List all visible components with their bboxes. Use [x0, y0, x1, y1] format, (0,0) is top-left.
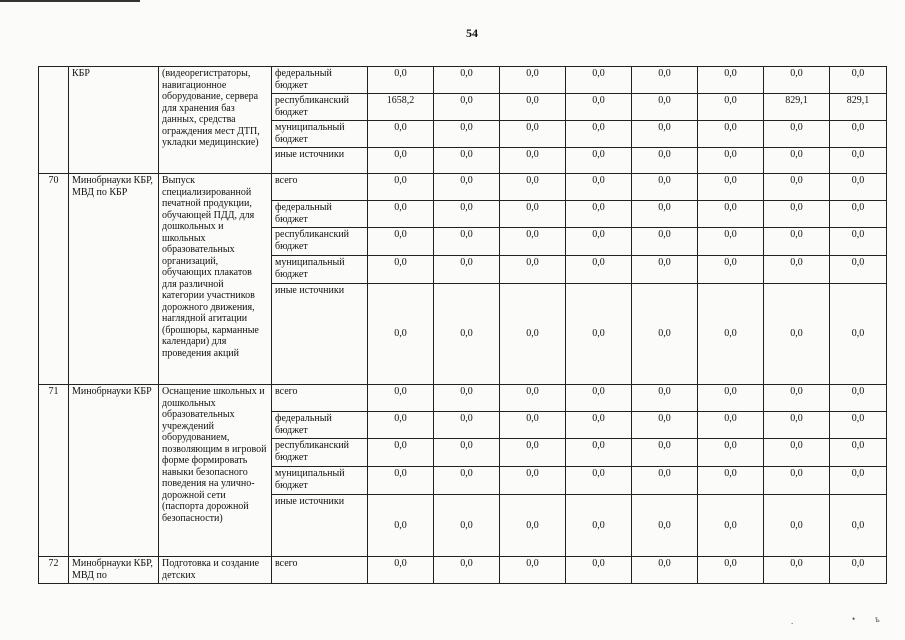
funding-value: 0,0: [632, 412, 698, 439]
funding-value: 0,0: [500, 495, 566, 557]
funding-value: 0,0: [368, 412, 434, 439]
funding-value: 0,0: [566, 67, 632, 94]
funding-value: 0,0: [764, 67, 830, 94]
row-number: 72: [39, 557, 69, 584]
funding-value: 0,0: [566, 256, 632, 284]
funding-value: 0,0: [368, 174, 434, 201]
funding-value: 0,0: [830, 439, 887, 467]
funding-value: 0,0: [830, 256, 887, 284]
funding-value: 0,0: [566, 174, 632, 201]
funding-value: 0,0: [698, 228, 764, 256]
funding-value: 0,0: [830, 412, 887, 439]
funding-value: 0,0: [632, 284, 698, 385]
funding-value: 0,0: [698, 94, 764, 121]
funding-value: 0,0: [830, 467, 887, 495]
funding-value: 0,0: [698, 201, 764, 228]
executor-cell: Минобрнауки КБР, МВД по: [69, 557, 159, 584]
funding-value: 0,0: [632, 148, 698, 174]
funding-value: 0,0: [830, 284, 887, 385]
funding-value: 0,0: [368, 121, 434, 148]
funding-value: 0,0: [500, 284, 566, 385]
funding-value: 0,0: [566, 439, 632, 467]
funding-value: 0,0: [632, 439, 698, 467]
funding-source-label: республиканский бюджет: [272, 439, 368, 467]
scan-speck: •: [852, 614, 856, 624]
funding-value: 0,0: [764, 495, 830, 557]
funding-value: 0,0: [830, 174, 887, 201]
funding-value: 0,0: [368, 256, 434, 284]
funding-source-label: иные источники: [272, 284, 368, 385]
row-number: [39, 67, 69, 174]
funding-value: 0,0: [566, 228, 632, 256]
funding-value: 0,0: [368, 385, 434, 412]
funding-value: 0,0: [434, 467, 500, 495]
funding-value: 0,0: [698, 121, 764, 148]
executor-cell: КБР: [69, 67, 159, 174]
funding-value: 0,0: [434, 557, 500, 584]
funding-value: 0,0: [830, 121, 887, 148]
funding-value: 0,0: [764, 121, 830, 148]
funding-value: 0,0: [434, 228, 500, 256]
funding-value: 0,0: [500, 228, 566, 256]
funding-value: 0,0: [368, 439, 434, 467]
funding-value: 0,0: [764, 201, 830, 228]
funding-value: 0,0: [632, 256, 698, 284]
funding-value: 0,0: [830, 228, 887, 256]
table-row: [39, 67, 887, 94]
funding-source-label: федеральный бюджет: [272, 67, 368, 94]
funding-value: 0,0: [632, 467, 698, 495]
row-number: 70: [39, 174, 69, 385]
financing-table: [38, 66, 887, 584]
funding-value: 0,0: [368, 228, 434, 256]
funding-source-label: республиканский бюджет: [272, 228, 368, 256]
funding-source-label: иные источники: [272, 148, 368, 174]
funding-value: 0,0: [566, 385, 632, 412]
funding-value: 0,0: [500, 385, 566, 412]
executor-cell: Минобрнауки КБР: [69, 385, 159, 557]
funding-value: 0,0: [632, 174, 698, 201]
funding-value: 0,0: [566, 94, 632, 121]
funding-value: 0,0: [764, 557, 830, 584]
funding-source-label: всего: [272, 174, 368, 201]
executor-cell: Минобрнауки КБР, МВД по КБР: [69, 174, 159, 385]
funding-source-label: муниципальный бюджет: [272, 256, 368, 284]
funding-value: 0,0: [764, 467, 830, 495]
funding-value: 0,0: [434, 385, 500, 412]
table-row: [39, 174, 887, 201]
funding-value: 0,0: [632, 94, 698, 121]
funding-value: 0,0: [500, 557, 566, 584]
funding-value: 0,0: [434, 121, 500, 148]
funding-value: 0,0: [434, 495, 500, 557]
funding-value: 0,0: [698, 256, 764, 284]
funding-value: 0,0: [566, 201, 632, 228]
funding-value: 0,0: [698, 67, 764, 94]
row-number: 71: [39, 385, 69, 557]
funding-value: 0,0: [500, 467, 566, 495]
measure-description: Оснащение школьных и дошкольных образовательных учреждений оборудованием, позволяющим в игровой форме формировать навыки безопасного поведения на улично-дорожной сети (паспорта дорожной безопасности): [159, 385, 272, 557]
funding-value: 0,0: [830, 148, 887, 174]
funding-value: 0,0: [566, 121, 632, 148]
funding-value: 0,0: [500, 201, 566, 228]
funding-source-label: республиканский бюджет: [272, 94, 368, 121]
funding-source-label: федеральный бюджет: [272, 201, 368, 228]
funding-value: 0,0: [566, 495, 632, 557]
funding-value: 0,0: [566, 148, 632, 174]
measure-description: (видеорегистраторы, навигационное оборудование, сервера для хранения баз данных, средства ограждения мест ДТП, укладки медицинские): [159, 67, 272, 174]
funding-value: 0,0: [632, 385, 698, 412]
funding-value: 829,1: [764, 94, 830, 121]
page-number: 54: [466, 26, 478, 40]
funding-value: 0,0: [764, 284, 830, 385]
funding-value: 0,0: [368, 467, 434, 495]
funding-value: 0,0: [764, 256, 830, 284]
funding-value: 0,0: [434, 174, 500, 201]
funding-value: 0,0: [698, 557, 764, 584]
funding-value: 0,0: [500, 94, 566, 121]
funding-value: 0,0: [434, 412, 500, 439]
funding-value: 0,0: [830, 201, 887, 228]
scan-speck: .: [791, 616, 794, 626]
funding-value: 0,0: [830, 495, 887, 557]
funding-source-label: муниципальный бюджет: [272, 467, 368, 495]
funding-value: 0,0: [500, 67, 566, 94]
funding-value: 829,1: [830, 94, 887, 121]
scan-speck: ъ: [875, 614, 880, 624]
funding-value: 0,0: [632, 67, 698, 94]
funding-value: 0,0: [566, 467, 632, 495]
funding-value: 0,0: [698, 495, 764, 557]
funding-value: 0,0: [764, 439, 830, 467]
funding-value: 0,0: [434, 201, 500, 228]
funding-value: 0,0: [434, 67, 500, 94]
funding-value: 0,0: [500, 439, 566, 467]
funding-value: 0,0: [566, 412, 632, 439]
table-row: [39, 385, 887, 412]
funding-source-label: всего: [272, 385, 368, 412]
funding-value: 1658,2: [368, 94, 434, 121]
funding-value: 0,0: [764, 148, 830, 174]
funding-value: 0,0: [566, 557, 632, 584]
funding-value: 0,0: [500, 256, 566, 284]
funding-value: 0,0: [698, 467, 764, 495]
funding-value: 0,0: [698, 148, 764, 174]
funding-value: 0,0: [698, 174, 764, 201]
funding-value: 0,0: [764, 412, 830, 439]
top-rule: [0, 0, 140, 2]
measure-description: Выпуск специализированной печатной продукции, обучающей ПДД, для дошкольных и школьных образовательных организаций, обучающих плакатов для различной категории участников дорожного движения, наглядной агитации (брошюры, карманные календари) для проведения акций: [159, 174, 272, 385]
funding-value: 0,0: [764, 385, 830, 412]
funding-value: 0,0: [368, 67, 434, 94]
funding-value: 0,0: [632, 228, 698, 256]
funding-value: 0,0: [500, 121, 566, 148]
funding-value: 0,0: [368, 284, 434, 385]
funding-source-label: муниципальный бюджет: [272, 121, 368, 148]
funding-value: 0,0: [632, 495, 698, 557]
funding-value: 0,0: [500, 148, 566, 174]
funding-value: 0,0: [434, 94, 500, 121]
funding-value: 0,0: [698, 284, 764, 385]
funding-value: 0,0: [830, 385, 887, 412]
funding-value: 0,0: [566, 284, 632, 385]
funding-value: 0,0: [830, 67, 887, 94]
measure-description: Подготовка и создание детских: [159, 557, 272, 584]
funding-value: 0,0: [698, 385, 764, 412]
funding-value: 0,0: [500, 412, 566, 439]
funding-source-label: всего: [272, 557, 368, 584]
funding-value: 0,0: [434, 256, 500, 284]
table-row: [39, 557, 887, 584]
funding-value: 0,0: [698, 412, 764, 439]
funding-value: 0,0: [698, 439, 764, 467]
funding-value: 0,0: [632, 557, 698, 584]
funding-value: 0,0: [368, 201, 434, 228]
funding-value: 0,0: [434, 148, 500, 174]
funding-value: 0,0: [632, 201, 698, 228]
funding-value: 0,0: [368, 495, 434, 557]
funding-value: 0,0: [368, 557, 434, 584]
funding-value: 0,0: [368, 148, 434, 174]
funding-source-label: иные источники: [272, 495, 368, 557]
funding-source-label: федеральный бюджет: [272, 412, 368, 439]
funding-value: 0,0: [632, 121, 698, 148]
funding-value: 0,0: [500, 174, 566, 201]
funding-value: 0,0: [830, 557, 887, 584]
funding-value: 0,0: [434, 284, 500, 385]
funding-value: 0,0: [434, 439, 500, 467]
funding-value: 0,0: [764, 228, 830, 256]
funding-value: 0,0: [764, 174, 830, 201]
